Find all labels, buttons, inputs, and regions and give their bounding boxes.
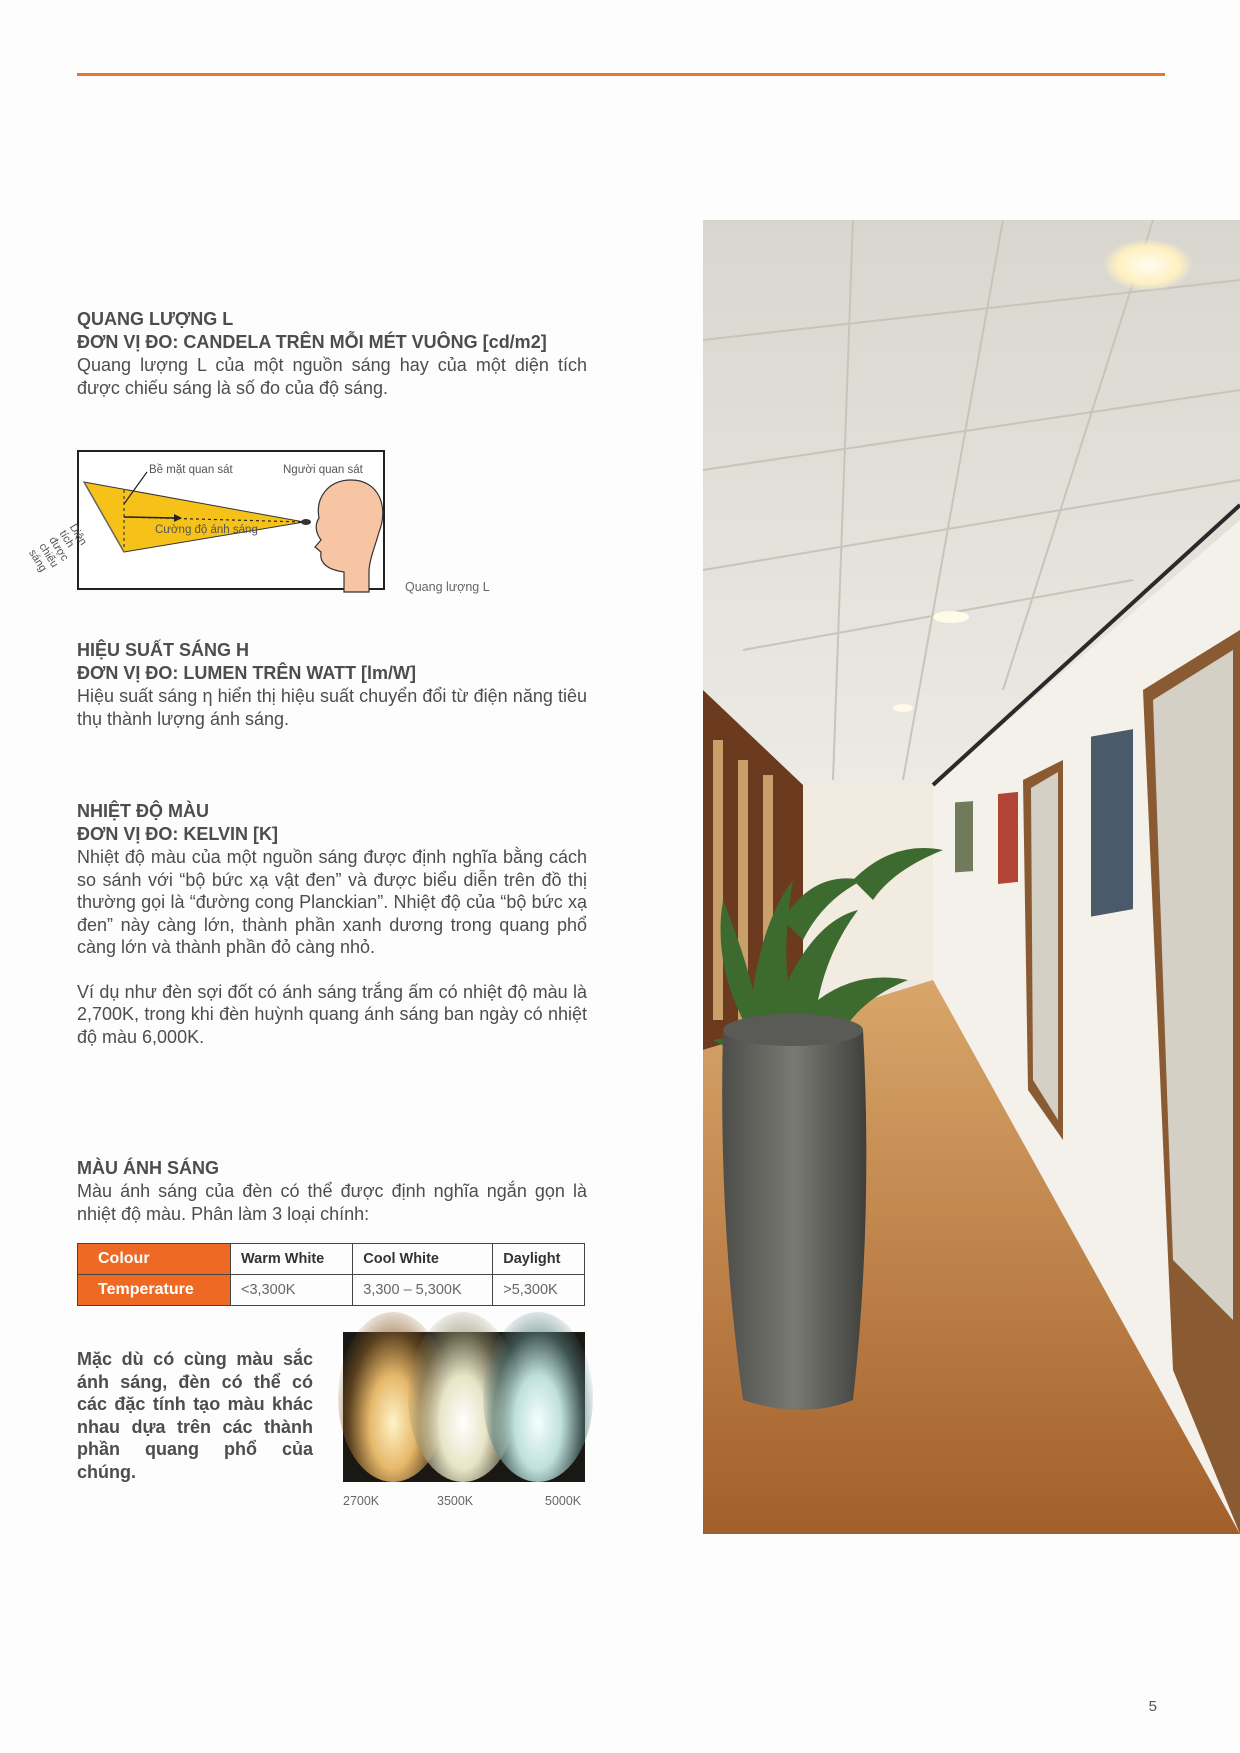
intensity-label: Cường độ ánh sáng	[155, 524, 258, 536]
section-unit: ĐƠN VỊ ĐO: LUMEN TRÊN WATT [lm/W]	[77, 663, 416, 683]
section-body: Hiệu suất sáng η hiển thị hiệu suất chuyển đổi từ điện năng tiêu thụ thành lượng ánh sáng.	[77, 686, 587, 729]
top-rule	[77, 73, 1165, 76]
swatch-label: 2700K	[343, 1494, 380, 1508]
colour-temperature-table	[77, 1243, 585, 1306]
section-title: NHIỆT ĐỘ MÀU	[77, 801, 209, 821]
section-colour-temperature	[77, 800, 587, 1048]
light-colour-swatch	[343, 1332, 585, 1482]
table-cell: Cool White	[353, 1244, 493, 1275]
table-cell: Warm White	[231, 1244, 353, 1275]
table-row	[78, 1244, 585, 1275]
swatch-label: 3500K	[437, 1494, 474, 1508]
section-body: Quang lượng L của một nguồn sáng hay của một diện tích được chiếu sáng là số đo của độ sáng.	[77, 355, 587, 398]
page-number: 5	[1148, 1698, 1157, 1715]
section-unit: ĐƠN VỊ ĐO: KELVIN [K]	[77, 824, 279, 844]
luminance-diagram	[26, 450, 385, 590]
section-luminance	[77, 308, 587, 399]
table-header-temperature: Temperature	[78, 1275, 231, 1306]
observer-label: Người quan sát	[283, 464, 363, 476]
area-label: Diện tích được chiếu sáng	[26, 522, 89, 575]
section-title: MÀU ÁNH SÁNG	[77, 1158, 219, 1178]
section-unit: ĐƠN VỊ ĐO: CANDELA TRÊN MỖI MÉT VUÔNG [cd/m2]	[77, 332, 547, 352]
diagram-caption: Quang lượng L	[405, 580, 490, 594]
section-body: Nhiệt độ màu của một nguồn sáng được định nghĩa bằng cách so sánh với “bộ bức xạ vật đen” và được biểu diễn trên đồ thị thường gọi là “đường cong Planckian”. Nhiệt độ của “bộ bức xạ đen” này càng lớn, thành phần xanh dương trong quang phổ càng lớn và thành phần đỏ càng nhỏ.	[77, 847, 587, 957]
section-title: HIỆU SUẤT SÁNG H	[77, 640, 250, 660]
corridor-image	[703, 220, 1240, 1534]
rendering-note: Mặc dù có cùng màu sắc ánh sáng, đèn có thể có các đặc tính tạo màu khác nhau dựa trên các thành phần quang phổ của chúng.	[77, 1349, 313, 1482]
table-header-colour: Colour	[78, 1244, 231, 1275]
table-cell: 3,300 – 5,300K	[353, 1275, 493, 1306]
section-light-colour	[77, 1157, 587, 1225]
table-cell: <3,300K	[231, 1275, 353, 1306]
glow-cool	[483, 1312, 593, 1482]
section-efficacy	[77, 639, 587, 730]
corridor-photo	[703, 220, 1240, 1534]
section-body-example: Ví dụ như đèn sợi đốt có ánh sáng trắng ấm có nhiệt độ màu là 2,700K, trong khi đèn huỳnh quang ánh sáng ban ngày có nhiệt độ màu 6,000K.	[77, 981, 587, 1047]
surface-label: Bề mặt quan sát	[149, 464, 233, 476]
section-body: Màu ánh sáng của đèn có thể được định nghĩa ngắn gọn là nhiệt độ màu. Phân làm 3 loại chính:	[77, 1181, 587, 1224]
table-row	[78, 1275, 585, 1306]
section-title: QUANG LƯỢNG L	[77, 309, 234, 329]
table-cell: Daylight	[493, 1244, 585, 1275]
table-cell: >5,300K	[493, 1275, 585, 1306]
swatch-label: 5000K	[545, 1494, 582, 1508]
